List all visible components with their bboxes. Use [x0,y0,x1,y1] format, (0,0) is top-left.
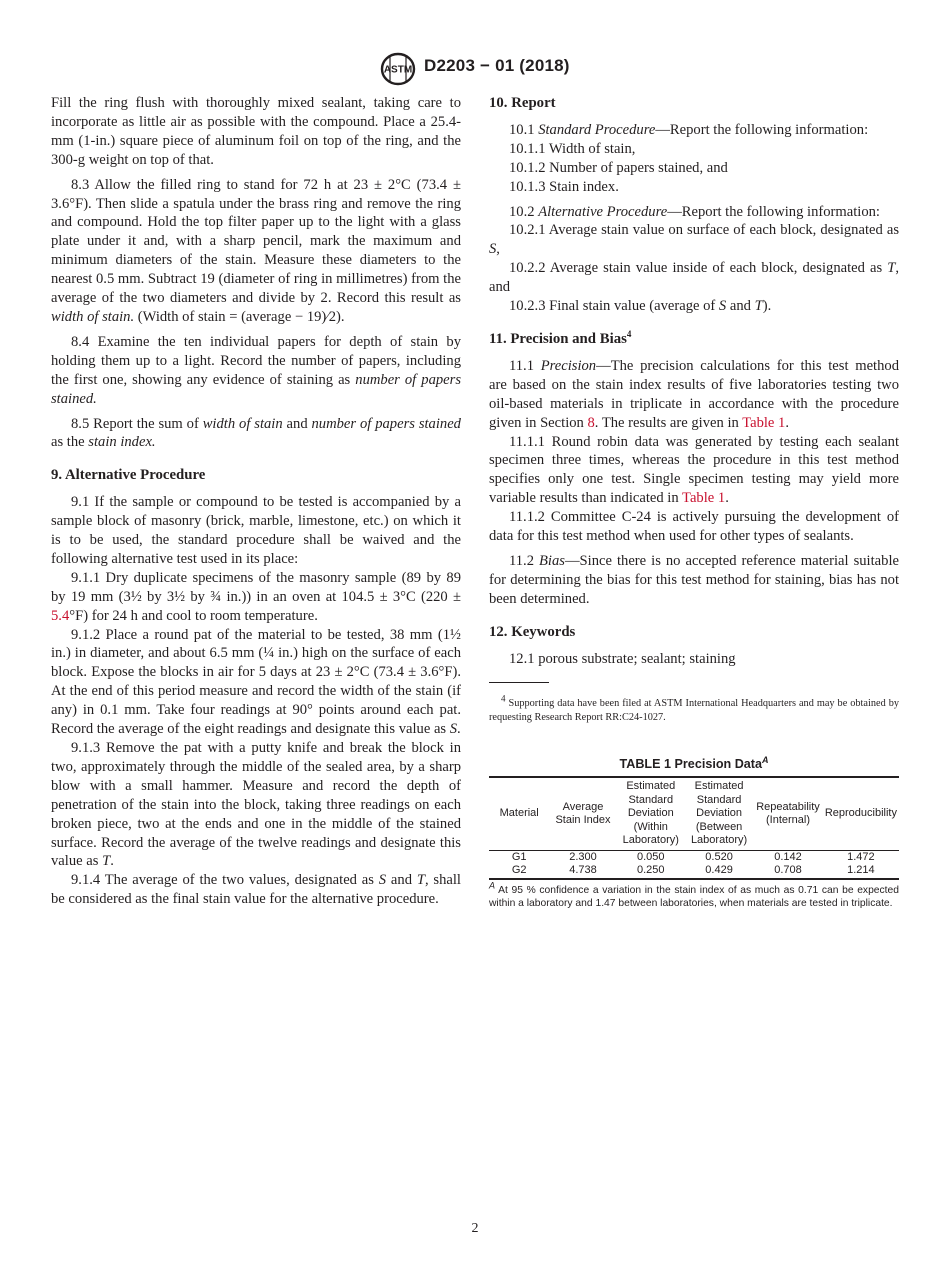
table-cell: 0.708 [774,864,802,877]
link-section-8[interactable]: 8 [587,414,595,431]
paragraph-10-1-1: 10.1.1 Width of stain, [509,140,636,157]
paragraph-11-1: 11.1 Precision—The precision calculations for this test method are based on the stain index results of five laboratories testing two oil-based materials in triplicate in accordance with the procedure given in Section 8. The results are given in Table 1. [489,357,899,431]
table-cell: 0.429 [705,864,733,877]
section-heading-12: 12. Keywords [489,623,576,640]
section-heading-10: 10. Report [489,95,556,111]
table-row [489,850,899,864]
paragraph-9-1-4: 9.1.4 The average of the two values, designated as S and T, shall be considered as the final stain value for the alternative procedure. [51,872,461,908]
paragraph-9-1-3: 9.1.3 Remove the pat with a putty knife and break the block in two, approximately through the middle of the sealed area, by a sharp blow with a small hammer. Measure and record the depth of penetration of the stain into the block, taking three readings on each broken piece, two at the ends and one in the middle of the stained surface. Record the average of the twelve readings and designate this value as T. [51,740,461,870]
table-header-row [489,777,899,850]
table-header-cell: Average Stain Index [555,800,611,827]
precision-table-block [489,755,899,910]
link-table-1[interactable]: Table 1 [742,414,786,431]
paragraph-9-1-1: 9.1.1 Dry duplicate specimens of the masonry sample (89 by 89 by 19 mm (3½ by 3½ by ¾ in.)) in an oven at 104.5 ± 3°C (220 ± 5.4°F) for 24 h and cool to room temperature. [51,569,461,624]
paragraph-12-1: 12.1 porous substrate; sealant; staining [509,650,736,667]
paragraph-10-1-2: 10.1.2 Number of papers stained, and [509,159,728,176]
paragraph-8-2-continued: Fill the ring flush with thoroughly mixed sealant, taking care to incorporate as little air as possible with the compound. Place a 25.4-mm (1-in.) square piece of aluminum foil on top of the ring, and the 300-g weight on top of that. [51,95,461,168]
paragraph-8-3: 8.3 Allow the filled ring to stand for 72 h at 23 ± 2°C (73.4 ± 3.6°F). Then slide a spatula under the brass ring and remove the ring and compound. Hold the top filter paper up to the light with a glass plate under it and, with a sharp pencil, mark the maximum and minimum diameters of the stain. Measure these diameters to the nearest 0.5 mm. Subtract 19 (diameter of ring in millimetres) from the average of the two diameters and divide by 2. Record this result as width of stain. (Width of stain = (average − 19)⁄2). [51,176,461,325]
table-header-cell: Material [499,807,539,820]
table-cell: 0.520 [705,850,733,863]
table-cell: 1.214 [847,864,875,877]
table-row [489,864,899,879]
right-column [489,94,899,921]
table-header-cell: Reproducibility [824,807,897,820]
section-heading-11: 11. Precision and Bias$^4$ [489,329,632,347]
footnote-divider [489,682,549,683]
table-header-cell: Repeatability (Internal) [756,800,820,827]
paragraph-10-2-1: 10.2.1 Average stain value on surface of each block, designated as S, [489,222,899,258]
footnote-ref-4: 4 [626,329,632,340]
paragraph-9-1: 9.1 If the sample or compound to be tested is accompanied by a sample block of masonry (brick, marble, limestone, etc.) on which it is to be used, the standard procedure shall be waived and the following alternative test used in its place: [51,494,461,567]
table-cell: 0.050 [637,850,665,863]
paragraph-8-5: 8.5 Report the sum of width of stain and number of papers stained as the stain index. [51,415,461,451]
left-column [51,94,461,909]
paragraph-10-2-2: 10.2.2 Average stain value inside of each block, designated as T, and [489,260,899,296]
precision-data-table [489,776,899,880]
paragraph-10-2-3: 10.2.3 Final stain value (average of S and T). [509,298,772,315]
table-cell: 4.738 [569,864,597,877]
astm-logo-icon [380,52,416,86]
table-header-cell: Estimated Standard Deviation (Within Laboratory) [622,780,679,847]
paragraph-9-1-2: 9.1.2 Place a round pat of the material to be tested, 38 mm (1½ in.) in diameter, and about 6.5 mm (¼ in.) high on the surface of each block. Expose the blocks in air for 5 days at 23 ± 2°C (73.4 ± 3.6°F). At the end of this period measure and record the width of the stain (if any) in 0.1 mm. Take four readings at 90° points around each pat. Record the average of the eight readings and designate this value as S. [51,626,461,738]
svg-text:ASTM: ASTM [383,64,413,76]
table-header-cell: Estimated Standard Deviation (Between Laboratory) [690,780,748,847]
table-cell: G1 [511,850,527,863]
paragraph-11-1-2: 11.1.2 Committee C-24 is actively pursuing the development of data for this test method when used for other types of sealants. [489,509,899,545]
table-cell: 1.472 [847,850,875,863]
paragraph-10-1-3: 10.1.3 Stain index. [509,178,619,195]
table-cell: 0.142 [774,850,802,863]
table-footnote: $^A$ At 95 % confidence a variation in the stain index of as much as 0.71 can be expected within a laboratory and 1.47 between laboratories, when materials are tested in triplicate. [489,880,899,910]
paragraph-8-4: 8.4 Examine the ten individual papers for depth of stain by holding them up to a light. Record the number of papers, including the first one, showing any evidence of staining as number of papers stained. [51,333,461,407]
table-cell: 0.250 [637,864,665,877]
table-cell: 2.300 [569,850,597,863]
paragraph-11-2: 11.2 Bias—Since there is no accepted reference material suitable for determining the bias for this test method for staining, bias has not been determined. [489,552,899,607]
page-header [0,52,950,86]
footnote-4: $^4$ Supporting data have been filed at ASTM International Headquarters and may be obtained by requesting Research Report RR:C24-1027. [489,694,899,724]
table-cell: G2 [511,864,527,877]
section-heading-9: 9. Alternative Procedure [51,467,206,484]
paragraph-10-2: 10.2 Alternative Procedure—Report the following information: [509,203,880,220]
paragraph-11-1-1: 11.1.1 Round robin data was generated by testing each sealant specimen three times, whereas the procedure in this test method specifies only one test. Single specimen testing may yield more variable results than indicated in Table 1. [489,433,899,507]
paragraph-10-1: 10.1 Standard Procedure—Report the following information: [509,121,869,138]
table-title: TABLE 1 Precision Data$^A$ [619,755,769,772]
link-table-1[interactable]: Table 1 [682,490,726,507]
page-number: 2 [471,1221,479,1236]
link-5-4[interactable]: 5.4 [51,607,70,624]
document-designation: D2203 − 01 (2018) [424,56,570,75]
